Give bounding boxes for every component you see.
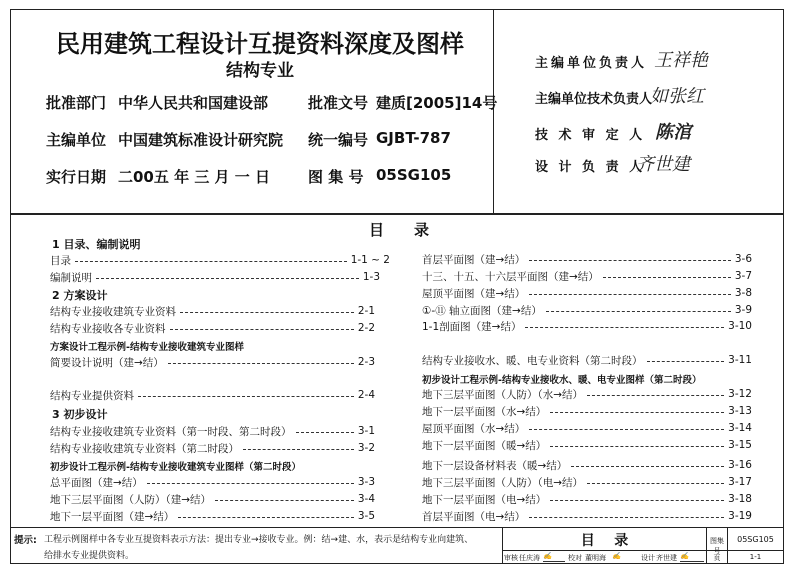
toc-entry[interactable]: 地下一层平面图（建→结） 3-5 bbox=[50, 510, 375, 523]
titleblock-review-signature: ✍ bbox=[543, 552, 565, 562]
sig-role-designer: 设 计 负 责 人 bbox=[535, 160, 646, 175]
toc-entry[interactable]: 1-1剖面图（建→结） 3-10 bbox=[422, 320, 752, 333]
meta-label-effective-date: 实行日期 bbox=[46, 168, 107, 186]
toc-entry[interactable]: 地下三层平面图（人防）（电→结） 3-17 bbox=[422, 476, 752, 489]
signature-designer: 齐世建 bbox=[636, 154, 690, 175]
meta-label-unified-no: 统一编号 bbox=[308, 131, 369, 149]
toc-entry[interactable]: 地下一层平面图（水→结） 3-13 bbox=[422, 405, 752, 418]
meta-label-approval-no: 批准文号 bbox=[308, 94, 369, 112]
signature-chief-editor: 王祥艳 bbox=[654, 50, 708, 71]
toc-heading-right: 录 bbox=[414, 221, 430, 239]
toc-entry[interactable]: 目录 1-1 ~ 2 bbox=[50, 254, 390, 267]
toc-entry[interactable]: ①-⑪ 轴立面图（建→结） 3-9 bbox=[422, 304, 752, 317]
sig-role-tech-chief: 主编单位技术负责人 bbox=[535, 92, 653, 107]
toc-entry[interactable]: 结构专业接收建筑专业资料 2-1 bbox=[50, 305, 375, 318]
toc-entry[interactable]: 结构专业接收水、暖、电专业资料（第二时段） 3-11 bbox=[422, 354, 752, 367]
meta-label-atlas-no: 图 集 号 bbox=[308, 168, 364, 186]
titleblock-design-signature: ✍ bbox=[680, 552, 704, 562]
footer-note-line2: 给排水专业提供资料。 bbox=[44, 551, 135, 561]
frame-bottom bbox=[10, 563, 784, 564]
meta-value-approver: 中华人民共和国建设部 bbox=[118, 94, 269, 112]
titleblock-design-name: 齐世建 bbox=[656, 554, 677, 562]
titleblock-review-label: 审核 bbox=[504, 554, 518, 562]
toc-heading-left: 目 bbox=[369, 221, 385, 239]
toc-entry[interactable]: 首层平面图（建→结） 3-6 bbox=[422, 253, 752, 266]
toc-section-1: 1 目录、编制说明 bbox=[52, 238, 141, 251]
meta-value-atlas-no: 05SG105 bbox=[376, 166, 452, 184]
titleblock-mid-line bbox=[502, 550, 784, 551]
titleblock-atlas-label: 图集号 bbox=[710, 537, 724, 555]
titleblock-design-label: 设计 bbox=[641, 554, 655, 562]
meta-label-approver: 批准部门 bbox=[46, 94, 107, 112]
toc-entry[interactable]: 结构专业提供资料 2-4 bbox=[50, 389, 375, 402]
meta-value-effective-date: 二00五 年 三 月 一 日 bbox=[118, 168, 270, 186]
footer-divider bbox=[10, 527, 784, 528]
toc-entry[interactable]: 地下一层平面图（电→结） 3-18 bbox=[422, 493, 752, 506]
toc-subsection: 初步设计工程示例-结构专业接收建筑专业图样（第二时段） bbox=[50, 462, 301, 473]
meta-value-editor: 中国建筑标准设计研究院 bbox=[118, 131, 284, 149]
titleblock-check-signature: ✍ bbox=[612, 552, 621, 560]
document-subtitle: 结构专业 bbox=[226, 61, 294, 81]
meta-label-editor: 主编单位 bbox=[46, 131, 107, 149]
toc-entry[interactable]: 十三、十五、十六层平面图（建→结） 3-7 bbox=[422, 270, 752, 283]
titleblock-atlas-value: 05SG105 bbox=[737, 535, 774, 544]
footer-note-label: 提示: bbox=[14, 535, 37, 546]
toc-entry[interactable]: 编制说明 1-3 bbox=[50, 271, 380, 284]
toc-subsection: 方案设计工程示例-结构专业接收建筑专业图样 bbox=[50, 342, 244, 353]
titleblock-review-name: 任庆涛 bbox=[519, 554, 540, 562]
frame-left bbox=[10, 9, 11, 564]
meta-value-approval-no: 建质[2005]14号 bbox=[376, 94, 498, 112]
toc-entry[interactable]: 简要设计说明（建→结） 2-3 bbox=[50, 356, 375, 369]
toc-section-2: 2 方案设计 bbox=[52, 289, 108, 302]
footer-note-line1: 工程示例图样中各专业互提资料表示方法：提出专业→接收专业。例：结→建、水，表示是结构专业向建筑、 bbox=[44, 535, 474, 545]
toc-entry[interactable]: 屋顶平面图（建→结） 3-8 bbox=[422, 287, 752, 300]
titleblock-check-label: 校对 bbox=[568, 554, 582, 562]
toc-entry[interactable]: 地下三层平面图（人防）（水→结） 3-12 bbox=[422, 388, 752, 401]
toc-entry[interactable]: 结构专业接收建筑专业资料（第一时段、第二时段） 3-1 bbox=[50, 425, 375, 438]
toc-entry[interactable]: 结构专业接收建筑专业资料（第二时段） 3-2 bbox=[50, 442, 375, 455]
titleblock-page-value: 1-1 bbox=[749, 553, 762, 561]
signature-tech-chief: 如张红 bbox=[650, 86, 704, 107]
toc-entry[interactable]: 地下三层平面图（人防）（建→结） 3-4 bbox=[50, 493, 375, 506]
titleblock-drawing-title: 目 录 bbox=[580, 533, 629, 549]
toc-entry[interactable]: 总平面图（建→结） 3-3 bbox=[50, 476, 375, 489]
toc-entry[interactable]: 首层平面图（电→结） 3-19 bbox=[422, 510, 752, 523]
frame-top bbox=[10, 9, 784, 10]
toc-entry[interactable]: 屋顶平面图（水→结） 3-14 bbox=[422, 422, 752, 435]
toc-subsection: 初步设计工程示例-结构专业接收水、暖、电专业图样（第二时段） bbox=[422, 375, 702, 386]
toc-entry[interactable]: 结构专业接收各专业资料 2-2 bbox=[50, 322, 375, 335]
titleblock-check-name: 董明海 bbox=[585, 554, 606, 562]
toc-entry[interactable]: 地下一层设备材料表（暖→结） 3-16 bbox=[422, 459, 752, 472]
toc-section-3: 3 初步设计 bbox=[52, 408, 108, 421]
frame-right bbox=[783, 9, 784, 564]
toc-entry[interactable]: 地下一层平面图（暖→结） 3-15 bbox=[422, 439, 752, 452]
header-divider bbox=[10, 213, 784, 215]
sig-role-reviewer: 技 术 审 定 人 bbox=[535, 128, 646, 143]
signature-reviewer: 陈涫 bbox=[655, 122, 691, 143]
titleblock-page-label: 页 bbox=[713, 554, 721, 562]
document-title: 民用建筑工程设计互提资料深度及图样 bbox=[56, 30, 464, 58]
sig-role-chief-editor: 主编单位负责人 bbox=[535, 56, 648, 71]
meta-value-unified-no: GJBT-787 bbox=[376, 129, 451, 147]
